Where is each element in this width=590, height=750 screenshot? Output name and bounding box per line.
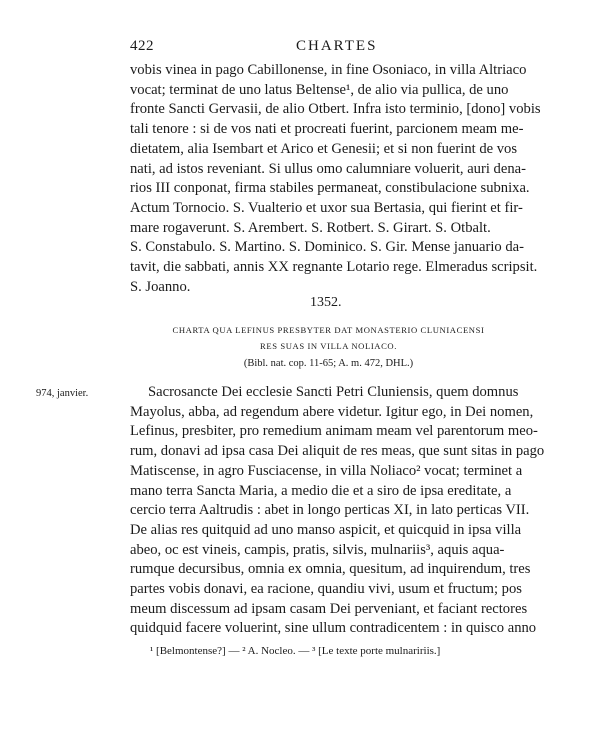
charter-title-line: RES SUAS IN VILLA NOLIACO. [260,341,397,351]
charter-title-line: CHARTA QUA LEFINUS PRESBYTER DAT MONASTERIO CLUNIACENSI [172,325,485,335]
margin-date: 974, janvier. [36,388,89,399]
running-title: CHARTES [296,38,378,54]
charter-text [130,383,545,639]
charter-title [130,322,527,354]
footnotes: ¹ [Belmontense?] — ² A. Nocleo. — ³ [Le texte porte mulnaririis.] [150,645,441,657]
text-line: fronte Sancti Gervasii, de alio Otbert. Infra isto terminio, [dono] vobis [130,101,541,118]
text-line: mano terra Sancta Maria, a medio die et a siro de ipsa ereditate, a [130,482,512,499]
page-number: 422 [130,38,154,54]
text-line: nati, ad istos reveniant. Si ullus omo calumniare voluerit, auri dena- [130,160,526,177]
text-line: S. Joanno. [130,278,191,295]
text-line: Mayolus, abba, ad regendum abere videtur. Igitur ego, in Dei nomen, [130,403,534,420]
text-line: De alias res quitquid ad uno manso aspicit, et quicquid in ipsa villa [130,521,522,538]
text-line: Matiscense, in agro Fusciacense, in villa Noliaco² vocat; terminet a [130,462,523,479]
text-line: S. Constabulo. S. Martino. S. Dominico. S. Gir. Mense januario da- [130,239,525,256]
source-reference: (Bibl. nat. cop. 11-65; A. m. 472, DHL.) [243,358,414,369]
text-line: Actum Tornocio. S. Vualterio et uxor sua Bertasia, qui fierint et fir- [130,199,523,216]
previous-charter-continuation [130,61,541,297]
text-line: partes vobis donavi, ea racione, quandiu vivi, usum et fructum; pos [130,581,522,598]
charter-number: 1352. [310,295,342,310]
text-line: cercio terra Aaltrudis : abet in longo perticas XI, in lato perticas VII. [130,502,530,519]
text-line: Lefinus, presbiter, pro remedium animam meam vel parentorum meo- [130,423,538,440]
text-line: rum, donavi ad ipsa casa Dei aliquit de res meas, que sunt sitas in pago [130,443,545,460]
text-line: rios III conponat, firma stabiles permaneat, constibulacione subnixa. [130,180,530,197]
text-line: quidquid facere voluerint, sine ullum contradicentem : in quisco anno [130,620,537,637]
text-line: rumque decursibus, omnia ex omnia, quesitum, ad inquirendum, tres [130,561,531,578]
text-line: vobis vinea in pago Cabillonense, in fine Osoniaco, in villa Altriaco [130,62,527,78]
text-line: tavit, die sabbati, annis XX regnante Lotario rege. Elmeradus scripsit. [130,259,538,276]
text-line: tali tenore : si de vos nati et procreati fuerint, parcionem meam me- [130,121,524,138]
text-line: dietatem, alia Isembart et Arico et Genesii; et si non fuerint de vos [130,140,518,157]
text-line: abeo, oc est vineis, campis, pratis, silvis, mulnariis³, aquis aqua- [130,541,505,558]
text-line: mare rogaverunt. S. Arembert. S. Rotbert. S. Girart. S. Otbalt. [130,219,491,236]
text-line: Sacrosancte Dei ecclesie Sancti Petri Cluniensis, quem domnus [148,384,519,400]
text-line: meum discessum ad ipsam casam Dei perveniant, et faciant rectores [130,600,528,617]
text-line: vocat; terminat de uno latus Beltense¹, de alio via pullica, de uno [130,81,509,98]
